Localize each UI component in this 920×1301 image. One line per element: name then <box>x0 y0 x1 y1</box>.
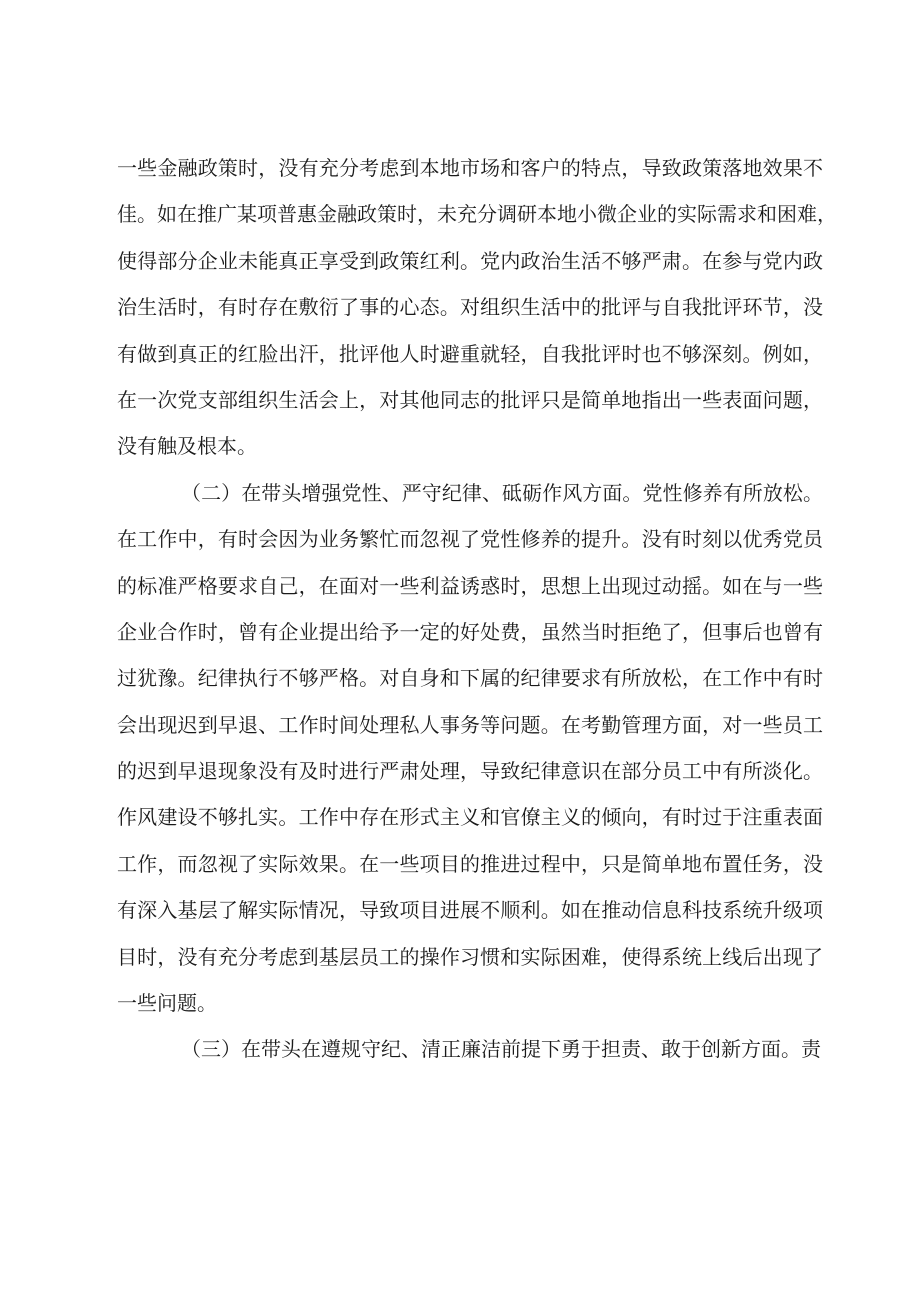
text-line: 工作，而忽视了实际效果。在一些项目的推进过程中，只是简单地布置任务，没 <box>117 851 823 876</box>
text-line: 有深入基层了解实际情况，导致项目进展不顺利。如在推动信息科技系统升级项 <box>117 898 823 923</box>
text-line: 作风建设不够扎实。工作中存在形式主义和官僚主义的倾向，有时过于注重表面 <box>117 805 823 830</box>
paragraph-p1 <box>117 145 837 470</box>
text-line: 过犹豫。纪律执行不够严格。对自身和下属的纪律要求有所放松，在工作中有时 <box>117 666 823 691</box>
text-line: 的迟到早退现象没有及时进行严肃处理，导致纪律意识在部分员工中有所淡化。 <box>117 759 823 784</box>
text-line: （二）在带头增强党性、严守纪律、砥砺作风方面。党性修养有所放松。 <box>181 480 823 505</box>
text-line: 一些问题。 <box>117 991 217 1016</box>
text-line: 治生活时，有时存在敷衍了事的心态。对组织生活中的批评与自我批评环节，没 <box>117 295 823 320</box>
text-line: 在一次党支部组织生活会上，对其他同志的批评只是简单地指出一些表面问题， <box>117 387 823 412</box>
text-line: 的标准严格要求自己，在面对一些利益诱惑时，思想上出现过动摇。如在与一些 <box>117 573 823 598</box>
text-line: 没有触及根本。 <box>117 434 257 459</box>
text-line: 企业合作时，曾有企业提出给予一定的好处费，虽然当时拒绝了，但事后也曾有 <box>117 619 823 644</box>
text-line: 在工作中，有时会因为业务繁忙而忽视了党性修养的提升。没有时刻以优秀党员 <box>117 527 823 552</box>
document-body <box>117 145 837 1073</box>
text-line: （三）在带头在遵规守纪、清正廉洁前提下勇于担责、敢于创新方面。责 <box>181 1037 821 1062</box>
text-line: 一些金融政策时，没有充分考虑到本地市场和客户的特点，导致政策落地效果不 <box>117 156 823 180</box>
text-line: 有做到真正的红脸出汗，批评他人时避重就轻，自我批评时也不够深刻。例如， <box>117 341 823 366</box>
paragraph-p2 <box>117 470 823 1027</box>
text-line: 使得部分企业未能真正享受到政策红利。党内政治生活不够严肃。在参与党内政 <box>117 248 823 273</box>
text-line: 会出现迟到早退、工作时间处理私人事务等问题。在考勤管理方面，对一些员工 <box>117 712 823 737</box>
text-line: 目时，没有充分考虑到基层员工的操作习惯和实际困难，使得系统上线后出现了 <box>117 944 823 969</box>
text-line: 佳。如在推广某项普惠金融政策时，未充分调研本地小微企业的实际需求和困难， <box>117 202 837 227</box>
paragraph-p3 <box>117 1026 823 1072</box>
